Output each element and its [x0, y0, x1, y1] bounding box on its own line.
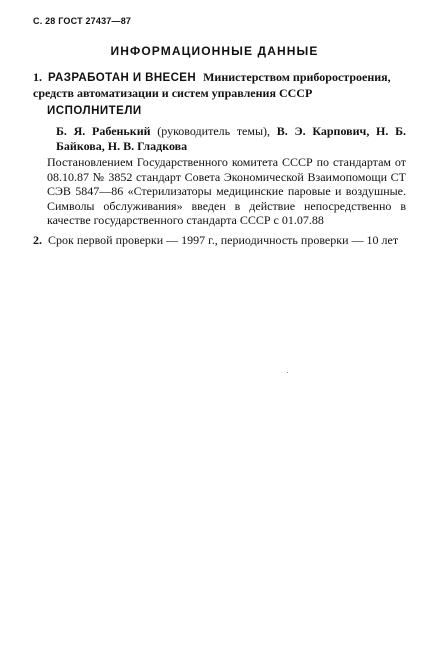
section-title: ИНФОРМАЦИОННЫЕ ДАННЫЕ [110, 44, 319, 58]
review-text: Срок первой проверки — 1997 г., периодичность проверки — 10 лет [48, 233, 399, 247]
info-item-review [33, 233, 406, 248]
decree-paragraph: Постановлением Государственного комитета СССР по стандартам от 08.10.87 № 3852 стандарт Совета Экономической Взаимопомощи СТ СЭВ 5847—86 «Стерилизаторы медицинские паровые и воздушные. Символы обслуживания» введен в действие непосредственно в качестве государственного стандарта СССР с 01.07.88 [47, 155, 406, 227]
executor-others: В. Э. Карпович, Н. Б. Байкова, Н. В. Гладкова [56, 124, 407, 153]
page-header: С. 28 ГОСТ 27437—87 [33, 16, 132, 26]
item-number: 2. [33, 233, 42, 247]
ministry-text: Министерством приборостроения, средств автоматизации и систем управления СССР [33, 70, 391, 100]
item-number: 1. [33, 70, 42, 84]
info-item-developed [33, 70, 403, 101]
executor-lead-role: (руководитель темы), [157, 124, 271, 138]
executor-lead: Б. Я. Рабенький [56, 124, 151, 138]
item-heading: РАЗРАБОТАН И ВНЕСЕН [48, 72, 197, 84]
scan-speck [287, 372, 288, 373]
executors-list [56, 124, 406, 153]
executors-title: ИСПОЛНИТЕЛИ [47, 105, 142, 117]
